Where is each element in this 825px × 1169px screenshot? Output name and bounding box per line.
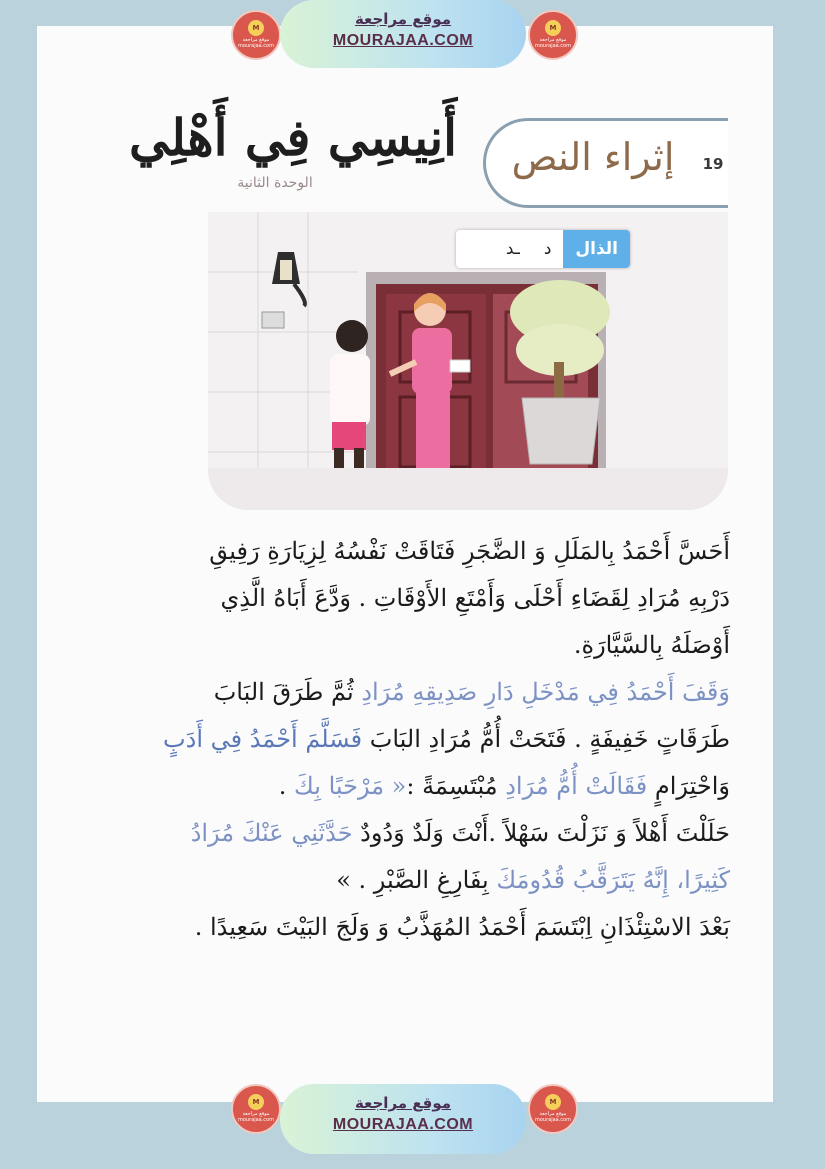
- letters-strip: [456, 230, 630, 268]
- story-line: [43, 716, 730, 763]
- story-paragraph-3: [43, 810, 730, 904]
- story-span: وَاحْتِرَامٍ: [647, 772, 730, 800]
- story-span: ثُمَّ طَرَقَ البَابَ: [213, 678, 362, 706]
- site-banner-bottom[interactable]: [280, 1084, 526, 1154]
- story-span: فَسَلَّمَ أَحْمَدُ فِي أَدَبٍ: [163, 725, 363, 753]
- site-badge-left-top[interactable]: [231, 10, 281, 60]
- site-logo-icon: M: [248, 1094, 264, 1110]
- site-name-arabic[interactable]: موقع مراجعة: [354, 10, 452, 28]
- story-line: أَوْصَلَهُ بِالسَّيَّارَةِ.: [573, 631, 730, 659]
- site-logo-icon: M: [545, 20, 561, 36]
- section-label: إثراء النص: [511, 135, 675, 179]
- page-number: 19: [702, 155, 724, 173]
- site-name-english[interactable]: MOURAJAA.COM: [332, 32, 474, 49]
- story-span: حَلَلْتَ أَهْلاً وَ نَزَلْتَ سَهْلاً .أَنْتَ وَلَدٌ وَدُودٌ: [352, 819, 730, 847]
- letter-2: ـد: [505, 239, 520, 259]
- badge-text: موقع مراجعة mourajaa.com: [534, 37, 571, 49]
- letter-1: د: [543, 239, 552, 259]
- lesson-title: أَنِيسِي فِي أَهْلِي: [128, 108, 458, 167]
- story-span: كَثِيرًا، إِنَّهُ يَتَرَقَّبُ قُدُومَكَ: [488, 866, 730, 894]
- site-name-english[interactable]: MOURAJAA.COM: [332, 1116, 474, 1133]
- site-logo-icon: M: [248, 20, 264, 36]
- story-line: دَرْبِهِ مُرَادِ لِقَضَاءِ أَحْلَى وَأَمْتَعِ الأَوْقَاتِ . وَدَّعَ أَبَاهُ الَّذِي: [220, 584, 730, 612]
- story-line: [43, 669, 730, 716]
- story-span: طَرَقَاتٍ خَفِيفَةٍ . فَتَحَتْ أُمُّ مُرَادِ البَابَ: [362, 725, 730, 753]
- site-logo-icon: M: [545, 1094, 561, 1110]
- story-span: .: [278, 772, 295, 800]
- badge-text: موقع مراجعة mourajaa.com: [534, 1111, 571, 1123]
- story-line: [43, 857, 730, 904]
- badge-text: موقع مراجعة mourajaa.com: [237, 37, 274, 49]
- story-line: [43, 763, 730, 810]
- site-badge-right-top[interactable]: [528, 10, 578, 60]
- story-span: وَقَفَ أَحْمَدُ فِي مَدْخَلِ دَارِ صَدِيقِهِ مُرَادِ: [361, 678, 730, 706]
- story-paragraph-1: [43, 528, 730, 669]
- story-span: « مَرْحَبًا بِكَ: [294, 772, 407, 800]
- story-paragraph-4: [43, 904, 730, 951]
- badge-text: موقع مراجعة mourajaa.com: [237, 1111, 274, 1123]
- site-banner-top[interactable]: [280, 0, 526, 68]
- story-paragraph-2: [43, 669, 730, 810]
- story-line: [43, 810, 730, 857]
- highlight-letter: الذال: [563, 230, 630, 268]
- story-span: بِفَارِغِ الصَّبْرِ . »: [336, 866, 489, 894]
- story-span: حَدَّثَنِي عَنْكَ مُرَادُ: [190, 819, 353, 847]
- unit-label: الوحدة الثانية: [237, 175, 313, 191]
- story-line: أَحَسَّ أَحْمَدُ بِالمَلَلِ وَ الضَّجَرِ فَتَاقَتْ نَفْسُهُ لِزِيَارَةِ رَفِيقِ: [209, 537, 730, 565]
- story-span: فَقَالَتْ أُمُّ مُرَادِ: [505, 772, 648, 800]
- site-badge-right-bottom[interactable]: [528, 1084, 578, 1134]
- story-line: بَعْدَ الاسْتِئْذَانِ اِبْتَسَمَ أَحْمَدُ المُهَذَّبُ وَ وَلَجَ البَيْتَ سَعِيدًا .: [194, 913, 730, 941]
- story-span: مُبْتَسِمَةً :: [406, 772, 506, 800]
- site-badge-left-bottom[interactable]: [231, 1084, 281, 1134]
- site-name-arabic[interactable]: موقع مراجعة: [354, 1094, 452, 1112]
